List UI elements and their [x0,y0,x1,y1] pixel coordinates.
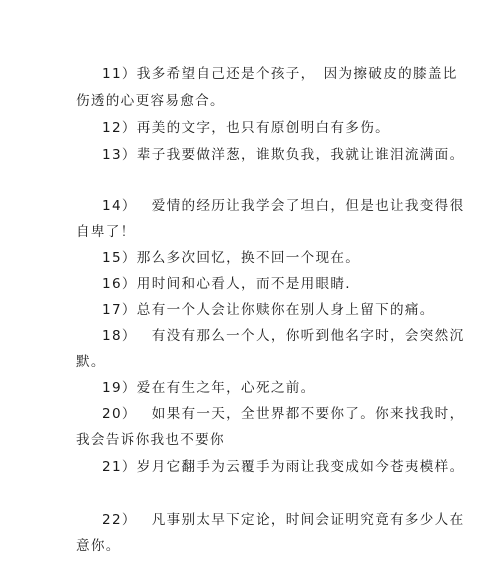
quote-number: 18） [102,328,137,344]
quote-14-line-2 [76,223,136,241]
quote-text: 意你。 [76,538,121,554]
quote-text: 如果有一天，全世界都不要你了。你来找我时， [136,406,465,422]
quote-13 [102,146,464,164]
quote-number: 14） [102,198,137,214]
quote-16 [102,275,351,293]
quote-11-line-1 [102,65,458,83]
quote-number: 22） [102,512,137,528]
quote-number: 20） [102,406,137,422]
quote-text: 总有一个人会让你赎你在别人身上留下的痛。 [136,302,435,318]
quote-20-line-2 [76,431,225,449]
quote-21 [102,458,464,476]
quote-18-line-1 [102,327,464,345]
quote-text: 我会告诉你我也不要你 [76,432,225,448]
quote-number: 15） [102,250,137,266]
quote-text: 再美的文字，也只有原创明白有多伤。 [136,120,390,136]
quote-text: 伤透的心更容易愈合。 [76,93,225,109]
quote-number: 17） [102,302,137,318]
quote-20-line-1 [102,405,464,423]
quote-14-line-1 [102,197,464,215]
quote-19 [102,379,316,397]
quote-number: 12） [102,120,137,136]
quote-text: 用时间和心看人，而不是用眼睛. [136,276,351,292]
quote-number: 19） [102,380,137,396]
quote-number: 21） [102,459,137,475]
quote-17 [102,301,435,319]
quote-number: 13） [102,147,137,163]
quote-22-line-2 [76,537,121,555]
quote-12 [102,119,390,137]
quote-18-line-2 [76,353,106,371]
quote-15 [102,249,360,267]
quote-text: 爱情的经历让我学会了坦白，但是也让我变得很 [136,198,465,214]
quote-text: 岁月它翻手为云覆手为雨让我变成如今苍夷模样。 [136,459,465,475]
quote-11-line-2 [76,92,225,110]
quote-text: 爱在有生之年，心死之前。 [136,380,316,396]
quote-text: 默。 [76,354,106,370]
quote-number: 11） [102,66,137,82]
quote-text: 有没有那么一个人，你听到他名字时，会突然沉 [136,328,465,344]
quote-22-line-1 [102,511,464,529]
quote-text: 我多希望自己还是个孩子， 因为擦破皮的膝盖比 [136,66,458,82]
cut-off-next-line [100,558,420,566]
quote-text: 自卑了！ [76,224,136,240]
quote-number: 16） [102,276,137,292]
quote-text: 那么多次回忆，换不回一个现在。 [136,250,361,266]
quote-text: 凡事别太早下定论，时间会证明究竟有多少人在 [136,512,465,528]
quote-text: 辈子我要做洋葱，谁欺负我，我就让谁泪流满面。 [136,147,465,163]
